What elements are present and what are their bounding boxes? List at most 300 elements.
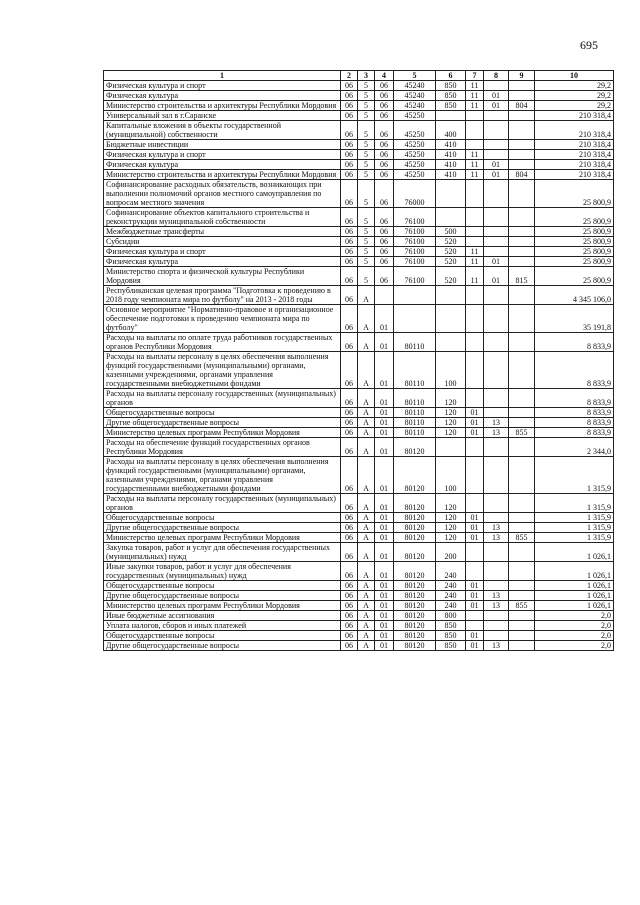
cell-code-6: 520: [436, 257, 466, 267]
cell-amount: 25 800,9: [535, 247, 614, 257]
table-row: [104, 305, 614, 333]
table-row: [104, 150, 614, 160]
cell-code-7: 01: [466, 523, 484, 533]
cell-code-4: 06: [375, 208, 394, 227]
cell-code-3: 5: [358, 121, 375, 140]
cell-code-6: [436, 333, 466, 352]
cell-code-7: 11: [466, 101, 484, 111]
cell-code-8: 01: [484, 257, 509, 267]
table-row: [104, 333, 614, 352]
cell-code-4: 01: [375, 418, 394, 428]
row-name: Межбюджетные трансферты: [104, 227, 341, 237]
table-row: [104, 591, 614, 601]
cell-amount: 35 191,8: [535, 305, 614, 333]
cell-code-7: [466, 621, 484, 631]
cell-code-4: 01: [375, 305, 394, 333]
cell-code-5: 80120: [394, 611, 436, 621]
table-row: [104, 543, 614, 562]
cell-code-8: [484, 389, 509, 408]
column-header: 7: [466, 71, 484, 81]
cell-code-4: 01: [375, 611, 394, 621]
cell-code-3: А: [358, 631, 375, 641]
column-header: 8: [484, 71, 509, 81]
cell-code-9: [509, 352, 535, 389]
cell-code-6: 240: [436, 591, 466, 601]
cell-code-6: 240: [436, 581, 466, 591]
cell-code-3: А: [358, 305, 375, 333]
cell-code-9: [509, 457, 535, 494]
cell-code-6: 400: [436, 121, 466, 140]
row-name: Другие общегосударственные вопросы: [104, 418, 341, 428]
cell-amount: 210 318,4: [535, 150, 614, 160]
cell-code-5: 80120: [394, 631, 436, 641]
column-header: 4: [375, 71, 394, 81]
cell-code-5: 80120: [394, 621, 436, 631]
row-name: Иные бюджетные ассигнования: [104, 611, 341, 621]
cell-amount: 25 800,9: [535, 237, 614, 247]
table-row: [104, 247, 614, 257]
cell-code-9: [509, 208, 535, 227]
cell-code-3: А: [358, 621, 375, 631]
cell-amount: 25 800,9: [535, 257, 614, 267]
cell-code-9: [509, 333, 535, 352]
cell-code-2: 06: [341, 170, 358, 180]
cell-code-2: 06: [341, 418, 358, 428]
cell-code-2: 06: [341, 389, 358, 408]
row-name: Расходы на обеспечение функций государственных органов Республики Мордовия: [104, 438, 341, 457]
cell-code-5: 80110: [394, 408, 436, 418]
cell-code-7: [466, 389, 484, 408]
cell-code-3: А: [358, 533, 375, 543]
row-name: Физическая культура и спорт: [104, 247, 341, 257]
cell-amount: 1 315,9: [535, 523, 614, 533]
cell-code-6: 200: [436, 543, 466, 562]
cell-code-4: 06: [375, 257, 394, 267]
cell-amount: 29,2: [535, 81, 614, 91]
cell-code-5: 76000: [394, 180, 436, 208]
cell-code-2: 06: [341, 121, 358, 140]
cell-code-7: [466, 438, 484, 457]
table-header: [104, 71, 614, 81]
cell-code-6: 120: [436, 428, 466, 438]
cell-code-6: 520: [436, 237, 466, 247]
cell-code-6: 520: [436, 247, 466, 257]
table-row: [104, 428, 614, 438]
cell-code-8: [484, 150, 509, 160]
cell-code-3: А: [358, 438, 375, 457]
cell-code-5: 80110: [394, 352, 436, 389]
cell-code-5: 80120: [394, 581, 436, 591]
cell-code-9: 855: [509, 533, 535, 543]
cell-code-7: [466, 180, 484, 208]
cell-amount: 4 345 106,0: [535, 286, 614, 305]
cell-code-6: 410: [436, 170, 466, 180]
cell-code-7: 11: [466, 247, 484, 257]
cell-code-2: 06: [341, 494, 358, 513]
cell-code-7: [466, 494, 484, 513]
cell-code-4: 06: [375, 140, 394, 150]
cell-code-5: 80110: [394, 389, 436, 408]
row-name: Министерство строительства и архитектуры Республики Мордовия: [104, 170, 341, 180]
cell-code-5: 80110: [394, 333, 436, 352]
row-name: Расходы на выплаты персоналу в целях обеспечения выполнения функций государственными (муниципальными) органами, казенными учреждениями, органами управления государственными внебюджетными фондами: [104, 352, 341, 389]
cell-code-7: [466, 562, 484, 581]
cell-code-6: 240: [436, 601, 466, 611]
cell-code-5: 76100: [394, 237, 436, 247]
cell-code-6: 850: [436, 621, 466, 631]
table-row: [104, 121, 614, 140]
cell-amount: 29,2: [535, 101, 614, 111]
row-name: Физическая культура: [104, 91, 341, 101]
row-name: Субсидии: [104, 237, 341, 247]
table-row: [104, 494, 614, 513]
cell-code-6: [436, 305, 466, 333]
cell-code-6: [436, 286, 466, 305]
cell-code-8: [484, 513, 509, 523]
cell-code-9: [509, 621, 535, 631]
cell-code-3: А: [358, 352, 375, 389]
cell-code-4: 01: [375, 631, 394, 641]
table-row: [104, 418, 614, 428]
cell-amount: 8 833,9: [535, 333, 614, 352]
cell-code-9: 855: [509, 428, 535, 438]
cell-amount: 1 315,9: [535, 457, 614, 494]
cell-code-5: 80120: [394, 457, 436, 494]
cell-code-2: 06: [341, 81, 358, 91]
cell-code-9: [509, 562, 535, 581]
cell-code-4: 01: [375, 457, 394, 494]
cell-code-4: 01: [375, 581, 394, 591]
cell-code-8: [484, 611, 509, 621]
cell-code-8: 13: [484, 601, 509, 611]
cell-code-3: 5: [358, 208, 375, 227]
cell-amount: 210 318,4: [535, 140, 614, 150]
cell-code-9: [509, 389, 535, 408]
cell-code-6: 120: [436, 418, 466, 428]
cell-code-3: А: [358, 611, 375, 621]
cell-code-2: 06: [341, 533, 358, 543]
cell-code-3: А: [358, 641, 375, 651]
cell-code-8: [484, 621, 509, 631]
cell-code-3: А: [358, 333, 375, 352]
cell-code-2: 06: [341, 160, 358, 170]
row-name: Министерство целевых программ Республики Мордовия: [104, 428, 341, 438]
cell-code-3: А: [358, 591, 375, 601]
cell-code-8: 01: [484, 170, 509, 180]
row-name: Физическая культура: [104, 257, 341, 267]
cell-code-4: 06: [375, 180, 394, 208]
column-header: 10: [535, 71, 614, 81]
cell-code-9: 855: [509, 601, 535, 611]
cell-code-3: 5: [358, 247, 375, 257]
table-row: [104, 101, 614, 111]
cell-code-2: 06: [341, 208, 358, 227]
cell-code-5: 45240: [394, 91, 436, 101]
page-number: 695: [580, 38, 598, 52]
cell-code-5: 76100: [394, 247, 436, 257]
cell-code-4: 06: [375, 91, 394, 101]
cell-code-2: 06: [341, 523, 358, 533]
cell-code-4: 06: [375, 101, 394, 111]
table-row: [104, 601, 614, 611]
column-header: 9: [509, 71, 535, 81]
cell-code-9: [509, 494, 535, 513]
row-name: Расходы на выплаты персоналу в целях обеспечения выполнения функций государственными (муниципальными) органами, казенными учреждениями, органами управления государственными внебюджетными фондами: [104, 457, 341, 494]
cell-code-8: 01: [484, 91, 509, 101]
row-name: Расходы на выплаты персоналу государственных (муниципальных) органов: [104, 389, 341, 408]
cell-code-7: [466, 227, 484, 237]
cell-code-3: А: [358, 523, 375, 533]
cell-code-8: 13: [484, 418, 509, 428]
cell-code-5: 80120: [394, 591, 436, 601]
cell-code-7: 01: [466, 533, 484, 543]
cell-code-6: [436, 208, 466, 227]
cell-code-7: 11: [466, 267, 484, 286]
cell-code-7: [466, 333, 484, 352]
cell-code-8: [484, 543, 509, 562]
cell-code-8: [484, 352, 509, 389]
cell-code-5: 76100: [394, 257, 436, 267]
table-row: [104, 581, 614, 591]
row-name: Физическая культура: [104, 160, 341, 170]
cell-code-7: 01: [466, 601, 484, 611]
cell-code-9: 815: [509, 267, 535, 286]
table-row: [104, 438, 614, 457]
cell-code-5: 80120: [394, 641, 436, 651]
cell-code-6: [436, 180, 466, 208]
cell-code-2: 06: [341, 180, 358, 208]
cell-code-5: 45250: [394, 160, 436, 170]
cell-code-9: 804: [509, 170, 535, 180]
cell-code-7: [466, 305, 484, 333]
cell-code-9: [509, 641, 535, 651]
cell-code-8: [484, 180, 509, 208]
cell-code-2: 06: [341, 601, 358, 611]
cell-code-5: 76100: [394, 267, 436, 286]
cell-code-2: 06: [341, 562, 358, 581]
cell-code-6: 120: [436, 494, 466, 513]
cell-code-8: 13: [484, 591, 509, 601]
cell-amount: 1 026,1: [535, 591, 614, 601]
row-name: Основное мероприятие "Нормативно-правовое и организационное обеспечение подготовки к проведению чемпионата мира по футболу": [104, 305, 341, 333]
cell-code-3: А: [358, 408, 375, 418]
cell-code-7: 01: [466, 513, 484, 523]
cell-code-9: [509, 418, 535, 428]
cell-code-4: 01: [375, 591, 394, 601]
cell-amount: 25 800,9: [535, 227, 614, 237]
cell-code-3: 5: [358, 180, 375, 208]
cell-code-4: 06: [375, 121, 394, 140]
cell-code-2: 06: [341, 591, 358, 601]
cell-code-4: 06: [375, 111, 394, 121]
cell-code-4: 01: [375, 621, 394, 631]
row-name: Общегосударственные вопросы: [104, 408, 341, 418]
cell-code-4: 01: [375, 389, 394, 408]
cell-code-2: 06: [341, 111, 358, 121]
cell-code-4: 06: [375, 247, 394, 257]
cell-amount: 1 026,1: [535, 543, 614, 562]
cell-amount: 2,0: [535, 631, 614, 641]
cell-code-7: 01: [466, 418, 484, 428]
cell-code-2: 06: [341, 101, 358, 111]
cell-code-6: [436, 438, 466, 457]
cell-code-7: 11: [466, 170, 484, 180]
cell-code-4: 06: [375, 170, 394, 180]
cell-code-5: 45240: [394, 101, 436, 111]
cell-code-2: 06: [341, 227, 358, 237]
row-name: Общегосударственные вопросы: [104, 631, 341, 641]
table-row: [104, 91, 614, 101]
cell-code-6: 800: [436, 611, 466, 621]
cell-code-3: 5: [358, 227, 375, 237]
cell-code-9: [509, 247, 535, 257]
cell-code-4: 01: [375, 333, 394, 352]
cell-amount: 25 800,9: [535, 180, 614, 208]
cell-code-3: А: [358, 286, 375, 305]
cell-code-3: 5: [358, 237, 375, 247]
column-header: 2: [341, 71, 358, 81]
cell-code-7: [466, 543, 484, 562]
cell-code-2: 06: [341, 91, 358, 101]
cell-code-9: [509, 150, 535, 160]
cell-code-8: 01: [484, 160, 509, 170]
cell-code-7: [466, 457, 484, 494]
cell-code-5: 80120: [394, 543, 436, 562]
cell-code-6: 520: [436, 267, 466, 286]
row-name: Физическая культура и спорт: [104, 81, 341, 91]
cell-code-8: 13: [484, 533, 509, 543]
row-name: Министерство спорта и физической культуры Республики Мордовия: [104, 267, 341, 286]
cell-code-3: 5: [358, 160, 375, 170]
cell-amount: 1 315,9: [535, 494, 614, 513]
cell-code-6: [436, 111, 466, 121]
cell-code-5: 45250: [394, 111, 436, 121]
cell-amount: 210 318,4: [535, 121, 614, 140]
cell-code-2: 06: [341, 408, 358, 418]
row-name: Республиканская целевая программа "Подготовка к проведению в 2018 году чемпионата мира по футболу" на 2013 - 2018 годы: [104, 286, 341, 305]
cell-code-9: [509, 591, 535, 601]
cell-code-7: [466, 121, 484, 140]
cell-code-8: [484, 581, 509, 591]
cell-code-6: 120: [436, 533, 466, 543]
cell-code-3: А: [358, 389, 375, 408]
cell-code-7: 11: [466, 81, 484, 91]
cell-code-2: 06: [341, 621, 358, 631]
cell-code-9: [509, 180, 535, 208]
row-name: Физическая культура и спорт: [104, 150, 341, 160]
cell-code-6: 850: [436, 91, 466, 101]
cell-code-5: 80120: [394, 533, 436, 543]
cell-code-3: 5: [358, 170, 375, 180]
cell-code-8: [484, 208, 509, 227]
cell-code-6: 500: [436, 227, 466, 237]
cell-code-4: 06: [375, 160, 394, 170]
cell-code-8: [484, 237, 509, 247]
cell-amount: 8 833,9: [535, 389, 614, 408]
cell-amount: 25 800,9: [535, 267, 614, 286]
cell-code-3: А: [358, 418, 375, 428]
cell-code-6: 120: [436, 523, 466, 533]
cell-code-9: [509, 408, 535, 418]
table-row: [104, 631, 614, 641]
table-row: [104, 160, 614, 170]
table-row: [104, 140, 614, 150]
cell-code-3: А: [358, 494, 375, 513]
cell-code-2: 06: [341, 428, 358, 438]
cell-code-2: 06: [341, 333, 358, 352]
table-row: [104, 227, 614, 237]
cell-code-2: 06: [341, 352, 358, 389]
cell-code-9: [509, 121, 535, 140]
cell-amount: 2,0: [535, 621, 614, 631]
cell-code-9: [509, 611, 535, 621]
cell-code-5: 45240: [394, 81, 436, 91]
cell-code-7: 01: [466, 581, 484, 591]
cell-code-2: 06: [341, 611, 358, 621]
cell-code-8: 01: [484, 267, 509, 286]
cell-code-9: [509, 438, 535, 457]
cell-code-8: 01: [484, 101, 509, 111]
cell-code-5: 80110: [394, 418, 436, 428]
cell-code-7: [466, 140, 484, 150]
cell-code-6: 850: [436, 101, 466, 111]
cell-code-3: 5: [358, 91, 375, 101]
cell-code-4: 01: [375, 408, 394, 418]
cell-code-3: А: [358, 601, 375, 611]
cell-code-8: [484, 305, 509, 333]
cell-amount: 25 800,9: [535, 208, 614, 227]
cell-code-4: 01: [375, 523, 394, 533]
cell-code-5: 80120: [394, 562, 436, 581]
cell-code-6: 850: [436, 631, 466, 641]
table-row: [104, 208, 614, 227]
cell-code-2: 06: [341, 438, 358, 457]
cell-amount: 8 833,9: [535, 408, 614, 418]
cell-code-7: [466, 352, 484, 389]
cell-code-3: 5: [358, 150, 375, 160]
cell-code-2: 06: [341, 140, 358, 150]
cell-code-7: [466, 208, 484, 227]
cell-code-4: 01: [375, 428, 394, 438]
cell-code-3: А: [358, 457, 375, 494]
cell-code-7: 01: [466, 591, 484, 601]
cell-code-3: А: [358, 428, 375, 438]
cell-code-9: [509, 523, 535, 533]
budget-table: [103, 70, 614, 651]
row-name: Расходы на выплаты по оплате труда работников государственных органов Республики Мордовия: [104, 333, 341, 352]
cell-code-5: 80120: [394, 513, 436, 523]
table-row: [104, 523, 614, 533]
table-row: [104, 533, 614, 543]
table-row: [104, 562, 614, 581]
cell-code-9: [509, 91, 535, 101]
cell-code-5: 76100: [394, 208, 436, 227]
table-row: [104, 170, 614, 180]
cell-code-8: [484, 631, 509, 641]
cell-code-4: 01: [375, 533, 394, 543]
cell-code-8: [484, 457, 509, 494]
cell-code-8: [484, 438, 509, 457]
cell-amount: 1 026,1: [535, 562, 614, 581]
cell-code-7: [466, 111, 484, 121]
cell-code-7: 01: [466, 641, 484, 651]
cell-code-8: [484, 333, 509, 352]
cell-code-7: 11: [466, 160, 484, 170]
cell-amount: 2,0: [535, 641, 614, 651]
cell-code-2: 06: [341, 543, 358, 562]
cell-code-3: 5: [358, 267, 375, 286]
cell-code-3: А: [358, 513, 375, 523]
